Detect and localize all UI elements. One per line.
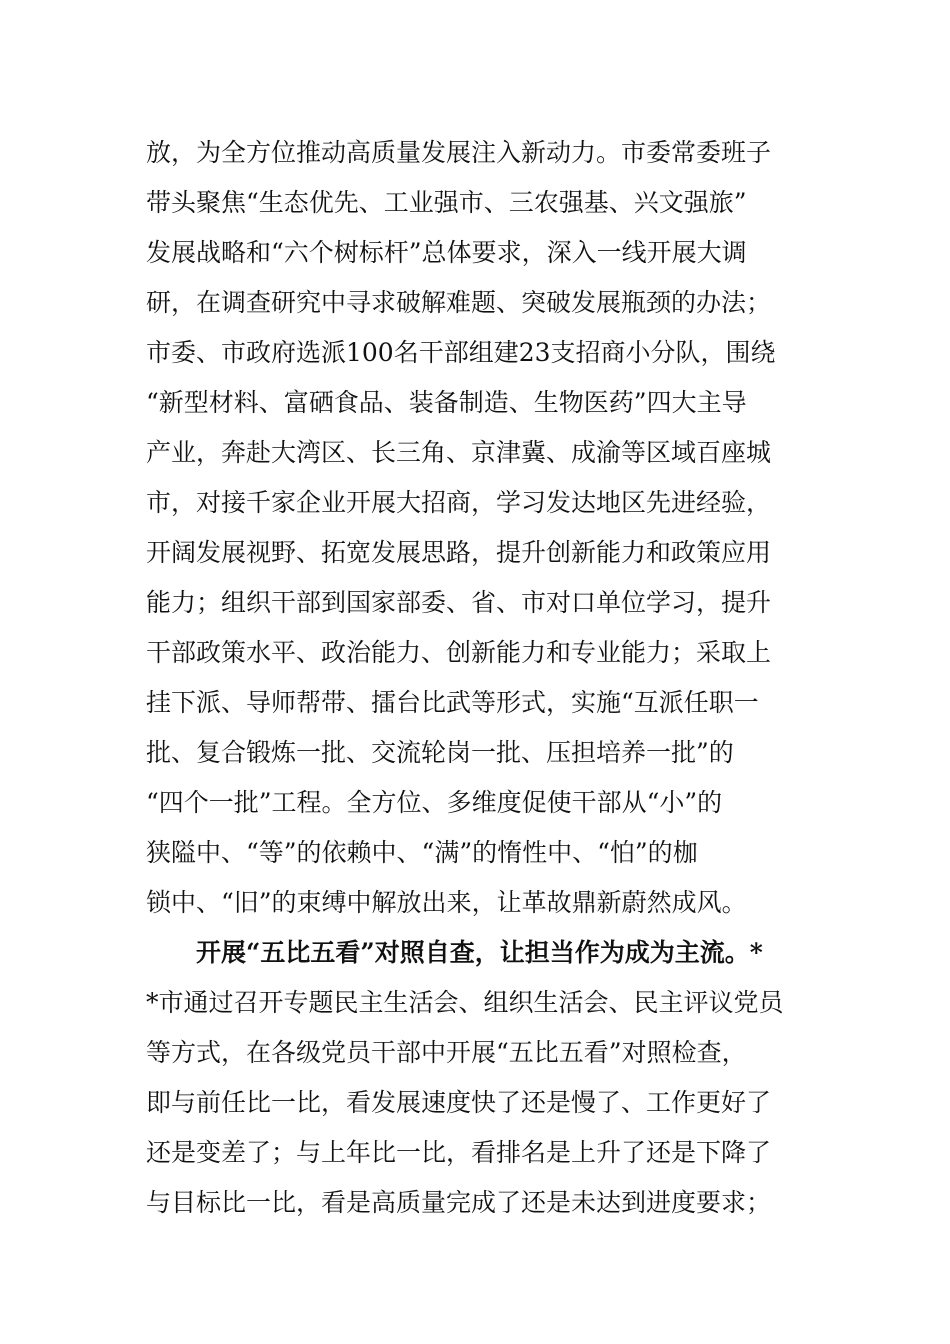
text-line: 批、复合锻炼一批、交流轮岗一批、压担培养一批”的 — [146, 738, 734, 767]
text-line: *市通过召开专题民主生活会、组织生活会、民主评议党员 — [146, 988, 784, 1017]
text-line: 等方式，在各级党员干部中开展“五比五看”对照检查， — [146, 1038, 747, 1067]
section-heading-line: 开展“五比五看”对照自查，让担当作为成为主流。* — [196, 938, 763, 967]
text-line: 带头聚焦“生态优先、工业强市、三农强基、兴文强旅” — [146, 188, 747, 217]
text-line: “四个一批”工程。全方位、多维度促使干部从“小”的 — [146, 788, 723, 817]
text-line: 放，为全方位推动高质量发展注入新动力。市委常委班子 — [146, 138, 772, 167]
text-line: 发展战略和“六个树标杆”总体要求，深入一线开展大调 — [146, 238, 747, 267]
text-line: 挂下派、导师帮带、擂台比武等形式，实施“互派任职一 — [146, 688, 759, 717]
text-line: 还是变差了；与上年比一比，看排名是上升了还是下降了 — [146, 1138, 772, 1167]
text-line: 能力；组织干部到国家部委、省、市对口单位学习，提升 — [146, 588, 772, 617]
text-line: 产业，奔赴大湾区、长三角、京津冀、成渝等区域百座城 — [146, 438, 772, 467]
text-line: 市委、市政府选派100名干部组建23支招商小分队，围绕 — [146, 338, 776, 367]
text-line: 与目标比一比，看是高质量完成了还是未达到进度要求； — [146, 1188, 772, 1217]
text-line: 即与前任比一比，看发展速度快了还是慢了、工作更好了 — [146, 1088, 772, 1117]
text-line: 研，在调查研究中寻求破解难题、突破发展瓶颈的办法； — [146, 288, 772, 317]
text-line: 干部政策水平、政治能力、创新能力和专业能力；采取上 — [146, 638, 772, 667]
text-line: 锁中、“旧”的束缚中解放出来，让革故鼎新蔚然成风。 — [146, 888, 747, 917]
text-line: 开阔发展视野、拓宽发展思路，提升创新能力和政策应用 — [146, 538, 772, 567]
text-line: 市，对接千家企业开展大招商，学习发达地区先进经验， — [146, 488, 772, 517]
text-line: “新型材料、富硒食品、装备制造、生物医药”四大主导 — [146, 388, 747, 417]
text-line: 狭隘中、“等”的依赖中、“满”的惰性中、“怕”的枷 — [146, 838, 698, 867]
